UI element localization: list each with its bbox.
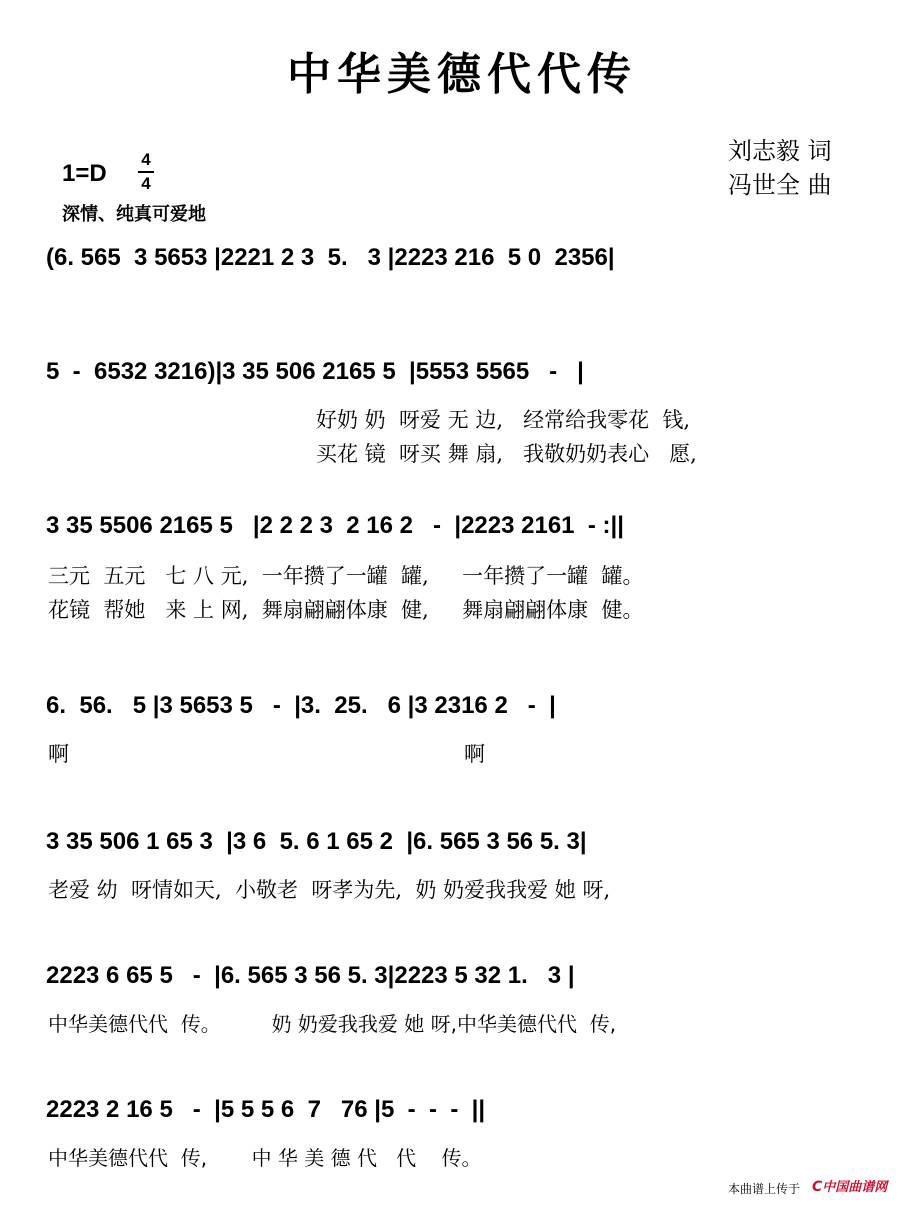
time-signature-bottom: 4 [141,174,151,193]
lyricist: 刘志毅 词 [728,137,832,165]
lyric-line: 老爱 幼 呀情如天, 小敬老 呀孝为先, 奶 奶爱我我爱 她 呀, [48,878,611,902]
lyric-line: 三元 五元 七 八 元, 一年攒了一罐 罐, 一年攒了一罐 罐。 [48,564,644,588]
lyric-line: 啊 [48,742,69,766]
logo-icon: C [812,1179,823,1195]
tempo-marking: 深情、纯真可爱地 [62,204,206,225]
notation-line: 3 35 5506 2165 5 |2 2 2 3 2 16 2 - |2223 2161 - :|| [46,512,624,539]
song-title: 中华美德代代传 [287,49,637,100]
site-logo [812,1176,887,1195]
notation-line: 2223 6 65 5 - |6. 565 3 56 5. 3|2223 5 32 1. 3 | [46,962,575,989]
key-signature: 1=D [62,160,107,187]
site-name: 中国曲谱网 [822,1180,888,1195]
lyric-line: 买花 镜 呀买 舞 扇, 我敬奶奶表心 愿, [316,442,697,466]
lyric-line: 花镜 帮她 来 上 网, 舞扇翩翩体康 健, 舞扇翩翩体康 健。 [48,598,644,622]
credits [728,134,832,202]
lyric-line: 中华美德代代 传, 中 华 美 德 代 代 传。 [48,1146,482,1170]
notation-line: 5 - 6532 3216)|3 35 506 2165 5 |5553 5565 - | [46,358,584,385]
lyric-line: 啊 [464,742,485,766]
notation-line: 2223 2 16 5 - |5 5 5 6 7 76 |5 - - - || [46,1096,486,1123]
notation-line: (6. 565 3 5653 |2221 2 3 5. 3 |2223 216 5 0 2356| [46,244,615,271]
notation-line: 6. 56. 5 |3 5653 5 - |3. 25. 6 |3 2316 2 - | [46,692,556,719]
lyric-line: 好奶 奶 呀爱 无 边, 经常给我零花 钱, [316,408,691,432]
footer-upload-text: 本曲谱上传于 [728,1182,801,1196]
time-signature [138,150,154,194]
composer: 冯世全 曲 [728,171,832,199]
notation-line: 3 35 506 1 65 3 |3 6 5. 6 1 65 2 |6. 565 3 56 5. 3| [46,828,587,855]
time-signature-top: 4 [141,150,151,169]
lyric-line: 中华美德代代 传。 奶 奶爱我我爱 她 呀,中华美德代代 传, [48,1012,617,1036]
